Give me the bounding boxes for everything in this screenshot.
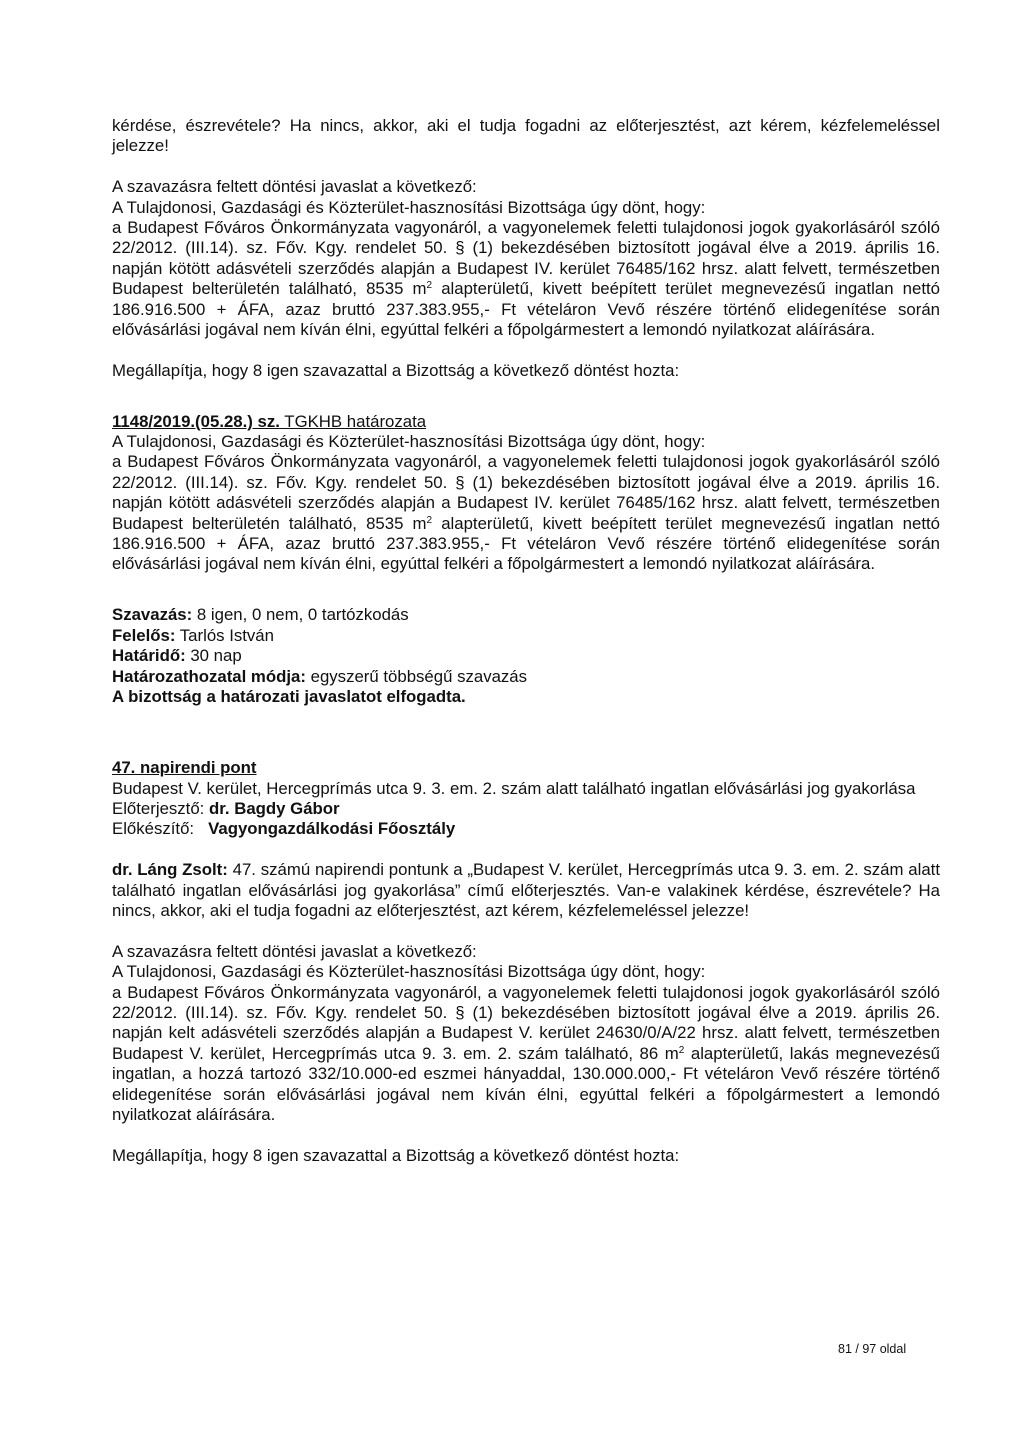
resolution-number-bold: 1148/2019.(05.28.) sz. (112, 411, 280, 431)
preparer-label: Előkészítő: (112, 819, 195, 839)
resolution-text (112, 452, 940, 574)
speaker-paragraph (112, 860, 940, 921)
proposal-text-part-a: a Budapest Főváros Önkormányzata vagyonáról, a vagyonelemek feletti tulajdonosi jogok gyakorlásáról szóló 22/2012. (III.14). sz. Főv. Kgy. rendelet 50. § (1) bekezdésében biztosított jogával élve a 2019. április 26. napján kelt adásvételi szerződés alapján a Budapest V. kerület 24630/0/A/22 hrsz. alatt felvett, természetben Budapest V. kerület, Hercegprímás utca 9. 3. em. 2. szám található, 86 m (112, 982, 940, 1063)
spacer (112, 707, 940, 748)
accepted-statement: A bizottság a határozati javaslatot elfogadta. (112, 686, 466, 706)
proposal-text (112, 218, 940, 340)
resolution-text-part-a: a Budapest Főváros Önkormányzata vagyonáról, a vagyonelemek feletti tulajdonosi jogok gyakorlásáról szóló 22/2012. (III.14). sz. Főv. Kgy. rendelet 50. § (1) bekezdésében biztosított jogával élve a 2019. április 16. napján kötött adásvételi szerződés alapján a Budapest IV. kerület 76485/162 hrsz. alatt felvett, természetben Budapest belterületén található, 8535 m (112, 452, 940, 533)
proposal-text-part-b: alapterületű, lakás megnevezésű ingatlan, a hozzá tartozó 332/10.000-ed eszmei hányaddal, 130.000.000,- Ft vételáron Vevő részére történő elidegenítése során elővásárlási jogával nem kíván élni, egyúttal felkéri a főpolgármestert a lemondó nyilatkozat aláírására. (112, 1043, 940, 1124)
vote-label: Szavazás: (112, 605, 193, 625)
page-number: 81 / 97 oldal (838, 1342, 907, 1356)
vote-finding: Megállapítja, hogy 8 igen szavazattal a Bizottság a következő döntést hozta: (112, 360, 680, 380)
proposal-committee: A Tulajdonosi, Gazdasági és Közterület-hasznosítási Bizottsága úgy dönt, hogy: (112, 197, 706, 217)
presenter-label: Előterjesztő: (112, 798, 210, 818)
deadline-value: 30 nap (185, 646, 242, 666)
spacer (112, 575, 940, 595)
spacer (112, 840, 940, 860)
method-line (112, 667, 940, 687)
resolution-number (112, 412, 940, 432)
spacer (112, 921, 940, 941)
document-page (112, 116, 940, 1166)
preparer-value: Vagyongazdálkodási Főosztály (208, 819, 456, 839)
proposal-heading: A szavazásra feltett döntési javaslat a következő: (112, 941, 477, 961)
method-label: Határozathozatal módja: (112, 666, 306, 686)
area-superscript: 2 (678, 1044, 685, 1056)
responsible-label: Felelős: (112, 625, 176, 645)
vote-value: 8 igen, 0 nem, 0 tartózkodás (192, 605, 409, 625)
agenda-title: 47. napirendi pont (112, 758, 257, 778)
spacer (112, 402, 940, 412)
proposal-heading: A szavazásra feltett döntési javaslat a következő: (112, 177, 477, 197)
presenter-value: dr. Bagdy Gábor (209, 798, 340, 818)
proposal-text-part-a: a Budapest Főváros Önkormányzata vagyonáról, a vagyonelemek feletti tulajdonosi jogok gyakorlásáról szóló 22/2012. (III.14). sz. Főv. Kgy. rendelet 50. § (1) bekezdésében biztosított jogával élve a 2019. április 16. napján kötött adásvételi szerződés alapján a Budapest IV. kerület 76485/162 hrsz. alatt felvett, természetben Budapest belterületén található, 8535 m (112, 218, 940, 299)
speaker-text: 47. számú napirendi pontunk a „Budapest V. kerület, Hercegprímás utca 9. 3. em. 2. szám alatt található ingatlan elővásárlási jog gyakorlása” című előterjesztés. Van-e valakinek kérdése, észrevétele? Ha nincs, akkor, aki el tudja fogadni az előterjesztést, azt kérem, kézfelemeléssel jelezze! (112, 860, 940, 920)
presenter-line (112, 799, 940, 819)
resolution-text-part-b: alapterületű, kivett beépített terület megnevezésű ingatlan nettó 186.916.500 + ÁFA, azaz bruttó 237.383.955,- Ft vételáron Vevő részére történő elidegenítése során elővásárlási jogával nem kíván élni, egyúttal felkéri a főpolgármestert a lemondó nyilatkozat aláírására. (112, 513, 940, 574)
spacer (112, 340, 940, 360)
agenda-subject: Budapest V. kerület, Hercegprímás utca 9. 3. em. 2. szám alatt található ingatlan elővásárlási jog gyakorlása (112, 778, 916, 798)
spacer (112, 595, 940, 605)
resolution-number-rest: TGKHB határozata (279, 411, 427, 431)
proposal-text (112, 983, 940, 1126)
speaker-label: dr. Láng Zsolt: (112, 860, 228, 880)
proposal-text-part-b: alapterületű, kivett beépített terület megnevezésű ingatlan nettó 186.916.500 + ÁFA, azaz bruttó 237.383.955,- Ft vételáron Vevő részére történő elidegenítése során elővásárlási jogával nem kíván élni, egyúttal felkéri a főpolgármestert a lemondó nyilatkozat aláírására. (112, 279, 940, 340)
spacer (112, 381, 940, 401)
area-superscript: 2 (426, 514, 433, 526)
responsible-line (112, 626, 940, 646)
spacer (112, 1125, 940, 1145)
resolution-committee: A Tulajdonosi, Gazdasági és Közterület-hasznosítási Bizottsága úgy dönt, hogy: (112, 432, 706, 452)
intro-text: kérdése, észrevétele? Ha nincs, akkor, aki el tudja fogadni az előterjesztést, azt kérem, kézfelemeléssel jelezze! (112, 116, 940, 156)
spacer (112, 748, 940, 758)
vote-line (112, 605, 940, 625)
responsible-value: Tarlós István (175, 625, 274, 645)
area-superscript: 2 (426, 280, 433, 292)
preparer-line (112, 819, 940, 839)
spacer (112, 157, 940, 177)
proposal-committee: A Tulajdonosi, Gazdasági és Közterület-hasznosítási Bizottsága úgy dönt, hogy: (112, 962, 706, 982)
vote-finding: Megállapítja, hogy 8 igen szavazattal a Bizottság a következő döntést hozta: (112, 1145, 680, 1165)
method-value: egyszerű többségű szavazás (305, 666, 528, 686)
deadline-label: Határidő: (112, 646, 186, 666)
deadline-line (112, 646, 940, 666)
